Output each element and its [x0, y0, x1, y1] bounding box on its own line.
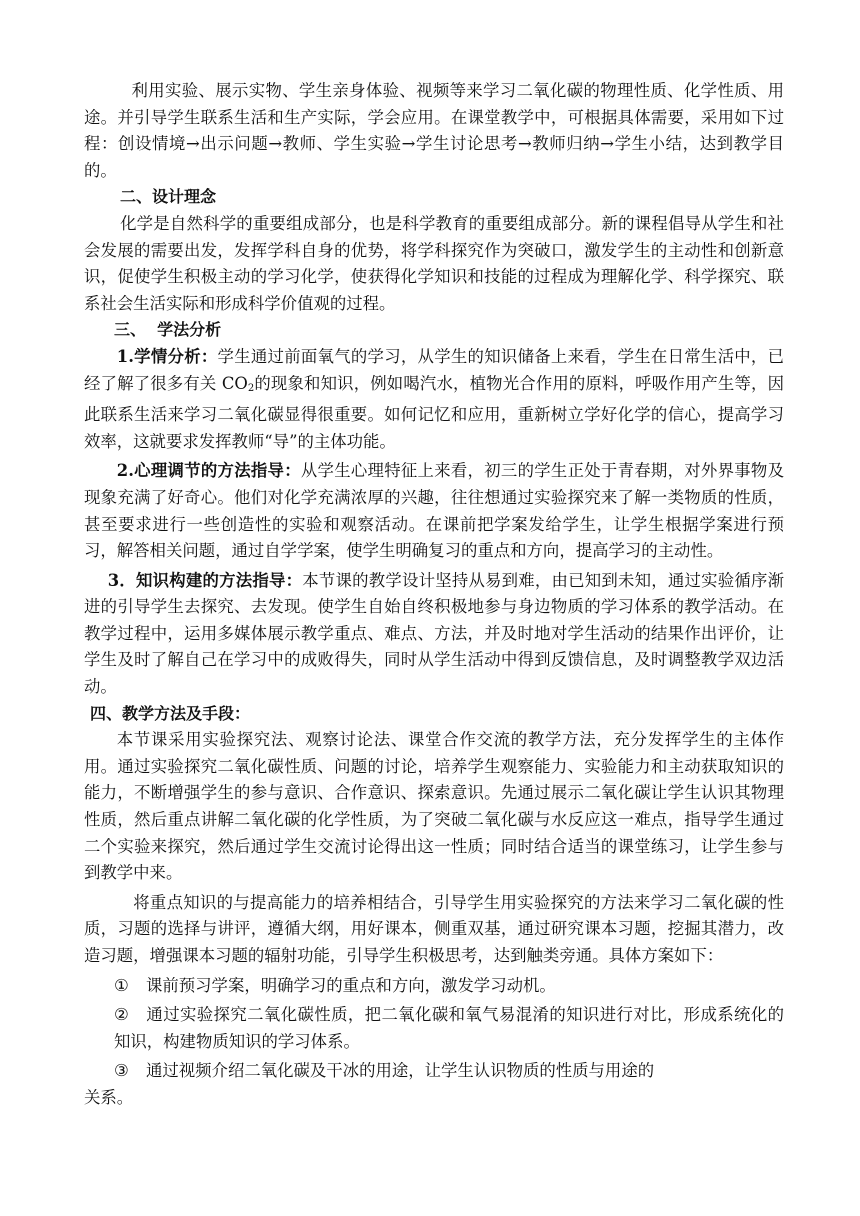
psych-guidance-title: 2.心理调节的方法指导：: [116, 461, 301, 481]
section-heading-teaching-methods: 四、教学方法及手段：: [90, 703, 251, 723]
list-tail-text: 关系。: [84, 1087, 134, 1107]
list-item-text: 通过实验探究二氧化碳性质，把二氧化碳和氧气易混淆的知识进行对比，形成系统化的知识，构建物质知识的学习体系。: [114, 1005, 784, 1051]
list-item: [104, 1058, 784, 1085]
section-heading-design-concept: 二、设计理念: [120, 187, 217, 207]
knowledge-construction-text: 本节课的教学设计坚持从易到难，由已知到未知，通过实验循序渐进的引导学生去探究、去发现。使学生自始自终积极地参与身边物质的学习体系的教学活动。在教学过程中，运用多媒体展示教学重点、难点、方法，并及时地对学生活动的结果作出评价，让学生及时了解自己在学习中的成败得失，同时从学生活动中得到反馈信息，及时调整教学双边活动。: [84, 570, 785, 697]
learning-situation-title: 1.学情分析：: [116, 346, 218, 366]
list-item-text: 通过视频介绍二氧化碳及干冰的用途，让学生认识物质的性质与用途的: [146, 1061, 655, 1081]
list-item-text: 课前预习学案，明确学习的重点和方向，激发学习动机。: [146, 975, 556, 995]
list-item: [104, 1002, 784, 1055]
learning-situation-text-a: 学生通过前面氧气的学习，从学生的知识储备上来看，学生在日常生活中，已经了解了很多有关 CO: [84, 346, 784, 393]
document-page: [84, 78, 784, 1112]
list-item-number: ③: [114, 1061, 129, 1081]
design-concept-paragraph: 化学是自然科学的重要组成部分，也是科学教育的重要组成部分。新的课程倡导从学生和社会发展的需要出发，发挥学科自身的优势，将学科探究作为突破口，激发学生的主动性和创新意识，促使学生积极主动的学习化学，使获得化学知识和技能的过程成为理解化学、科学探究、联系社会生活实际和形成科学价值观的过程。: [84, 213, 784, 313]
list-item-number: ①: [114, 975, 129, 995]
learning-situation-paragraph: [84, 344, 784, 455]
section-heading-learning-method: 三、 学法分析: [114, 320, 222, 340]
knowledge-construction-paragraph: [84, 568, 784, 701]
intro-paragraph: 利用实验、展示实物、学生亲身体验、视频等来学习二氧化碳的物理性质、化学性质、用途。并引导学生联系生活和生产实际，学会应用。在课堂教学中，可根据具体需要，采用如下过程：创设情境→出示问题→教师、学生实验→学生讨论思考→教师归纳→学生小结，达到教学目的。: [84, 81, 784, 180]
knowledge-construction-title: 3．知识构建的方法指导：: [107, 570, 303, 590]
learning-situation-text-b: 的现象和知识，例如喝汽水，植物光合作用的原料，呼吸作用产生等，因此联系生活来学习二氧化碳显得很重要。如何记忆和应用，重新树立学好化学的信心，提高学习效率，这就要求发挥教师“导”的主体功能。: [84, 373, 784, 451]
list-item-number: ②: [114, 1005, 129, 1025]
plan-list: [84, 973, 784, 1085]
psych-guidance-text: 从学生心理特征上来看，初三的学生正处于青春期，对外界事物及现象充满了好奇心。他们对化学充满浓厚的兴趣，往往想通过实验探究来了解一类物质的性质，甚至要求进行一些创造性的实验和观察活动。在课前把学案发给学生，让学生根据学案进行预习，解答相关问题，通过自学学案，使学生明确复习的重点和方向，提高学习的主动性。: [84, 461, 784, 561]
teaching-methods-paragraph-2: 将重点知识的与提高能力的培养相结合，引导学生用实验探究的方法来学习二氧化碳的性质，习题的选择与讲评，遵循大纲，用好课本，侧重双基，通过研究课本习题，挖掘其潜力，改造习题，增强课本习题的辐射功能，引导学生积极思考，达到触类旁通。具体方案如下：: [84, 892, 784, 965]
teaching-methods-paragraph-1: 本节课采用实验探究法、观察讨论法、课堂合作交流的教学方法，充分发挥学生的主体作用。通过实验探究二氧化碳性质、问题的讨论，培养学生观察能力、实验能力和主动获取知识的能力，不断增强学生的参与意识、合作意识、探索意识。先通过展示二氧化碳让学生认识其物理性质，然后重点讲解二氧化碳的化学性质，为了突破二氧化碳与水反应这一难点，指导学生通过二个实验来探究，然后通过学生交流讨论得出这一性质；同时结合适当的课堂练习，让学生参与到教学中来。: [84, 730, 784, 883]
list-item: [104, 973, 784, 1000]
co2-subscript: 2: [247, 382, 255, 394]
psych-guidance-paragraph: [84, 458, 784, 564]
